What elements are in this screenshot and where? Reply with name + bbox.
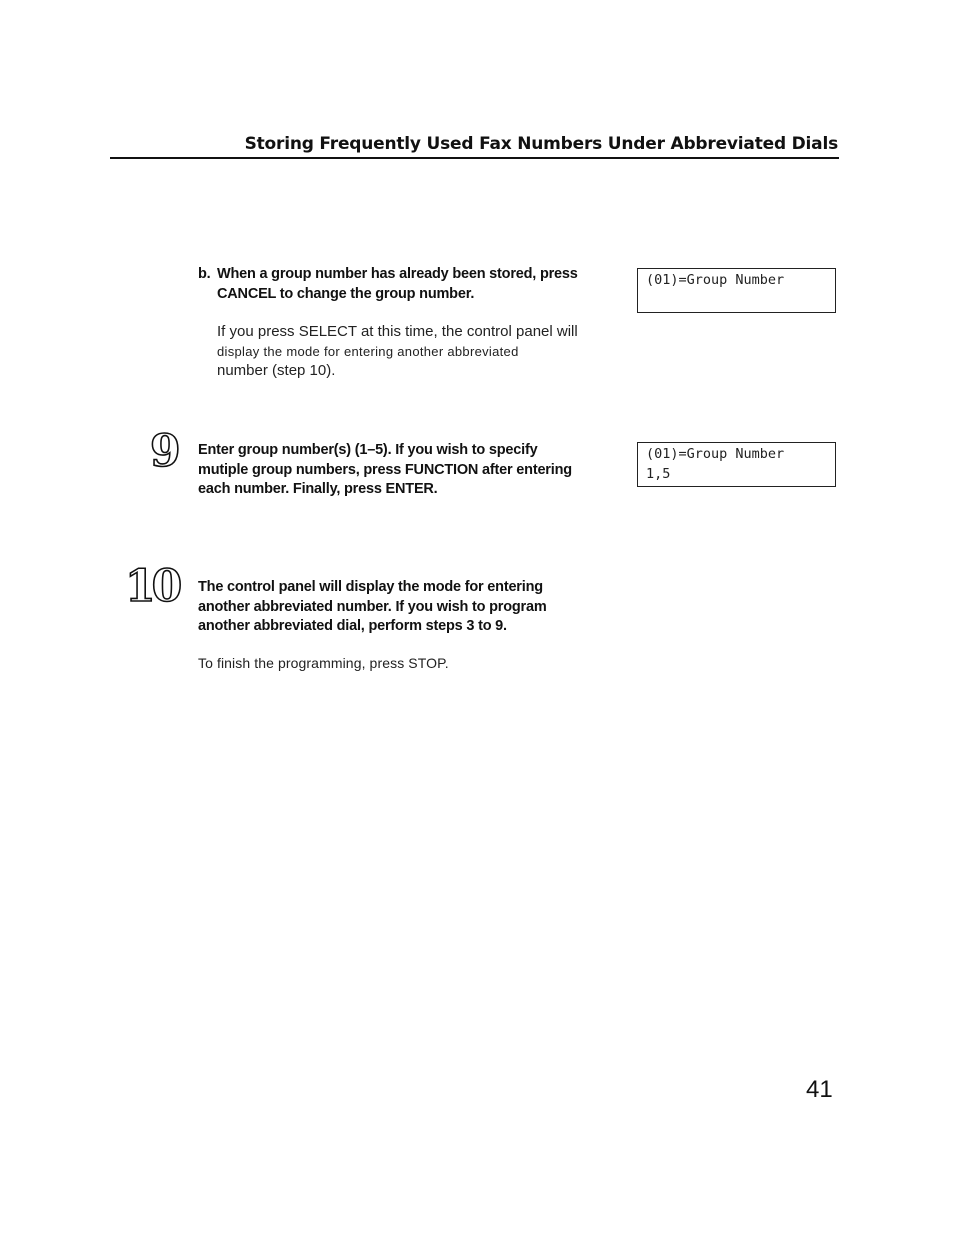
step-9-instruction-line: each number. Finally, press ENTER. xyxy=(198,481,438,497)
lcd-line: (01)=Group Number xyxy=(646,272,785,288)
step-b-instruction-line: When a group number has already been stored, press xyxy=(217,266,578,282)
step-9-number: 9 xyxy=(150,426,181,477)
step-b-note-line: display the mode for entering another abbreviated xyxy=(217,343,519,359)
page-number: 41 xyxy=(806,1076,833,1103)
step-10-note: To finish the programming, press STOP. xyxy=(198,655,449,671)
step-9-instruction-line: mutiple group numbers, press FUNCTION after entering xyxy=(198,461,572,478)
step-b-instruction-line: CANCEL to change the group number. xyxy=(217,285,475,302)
step-b-note-line: If you press SELECT at this time, the control panel will xyxy=(217,323,578,340)
step-b-note-line: number (step 10). xyxy=(217,362,336,379)
step-b-marker: b. xyxy=(198,266,211,282)
step-10-number: 10 xyxy=(125,561,179,612)
step-10-instruction xyxy=(198,578,618,637)
step-b-instruction xyxy=(217,265,612,304)
lcd-display-step-9 xyxy=(637,442,836,487)
lcd-display-step-b xyxy=(637,268,836,313)
lcd-line: (01)=Group Number xyxy=(646,446,785,462)
step-9-instruction-line: Enter group number(s) (1–5). If you wish to specify xyxy=(198,442,538,458)
header-rule xyxy=(110,157,839,159)
step-10-instruction-line: another abbreviated number. If you wish to program xyxy=(198,598,547,615)
step-10-instruction-line: another abbreviated dial, perform steps 3 to 9. xyxy=(198,618,507,634)
step-b-note xyxy=(217,322,597,381)
page-header-title: Storing Frequently Used Fax Numbers Under Abbreviated Dials xyxy=(244,134,838,154)
step-9-instruction xyxy=(198,441,618,500)
step-10-instruction-line: The control panel will display the mode for entering xyxy=(198,579,543,595)
lcd-line: 1,5 xyxy=(646,466,671,482)
